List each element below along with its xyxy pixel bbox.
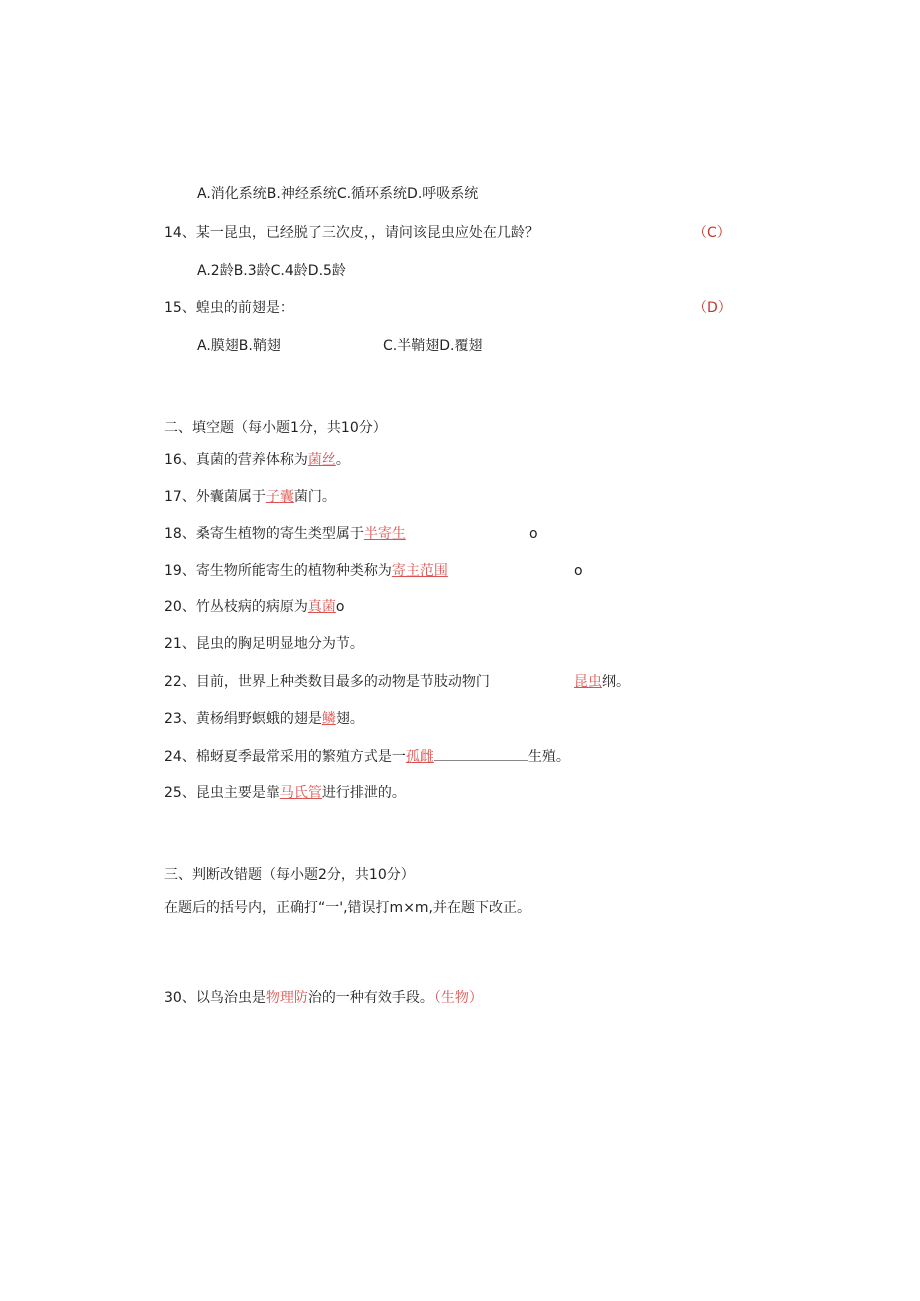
q30-answer: 物理防 <box>265 990 308 1006</box>
section3-instruction: 在题后的括号内，正确打“一',错误打m×m,并在题下改正。 <box>164 900 532 916</box>
q18-answer: 半寄生 <box>363 526 406 542</box>
q18-number: 18、 <box>164 526 196 542</box>
q21 <box>164 634 364 654</box>
q23-answer: 鳞 <box>321 711 336 727</box>
q24-blank-line <box>434 746 528 761</box>
q23-post: 翅。 <box>335 711 364 727</box>
q18-pre: 桑寄生植物的寄生类型属于 <box>195 526 364 542</box>
q17-answer: 子囊 <box>265 489 294 505</box>
q16 <box>164 450 350 470</box>
q19-post: o <box>574 563 583 579</box>
q17-number: 17、 <box>164 489 196 505</box>
q16-answer: 菌丝 <box>307 452 336 468</box>
q30-pre: 以鸟治虫是 <box>195 990 266 1006</box>
q18 <box>164 524 406 544</box>
q16-pre: 真菌的营养体称为 <box>195 452 308 468</box>
q17-post: 菌门。 <box>293 489 336 505</box>
q15-question <box>164 298 294 318</box>
q15-text: 蝗虫的前翅是： <box>195 300 294 316</box>
section2-title: 二、填空题（每小题1分，共10分） <box>164 420 387 436</box>
q20-post: o <box>335 599 345 615</box>
q16-post: 。 <box>335 452 350 468</box>
q21-number: 21、 <box>164 636 196 652</box>
q30-number: 30、 <box>164 990 196 1006</box>
q22-post: 纲。 <box>602 674 630 690</box>
q25-answer: 马氏管 <box>279 785 322 801</box>
q30-mid: 治的一种有效手段。 <box>307 990 434 1006</box>
q20 <box>164 597 344 617</box>
q17-pre: 外囊菌属于 <box>195 489 266 505</box>
q18-post: o <box>529 526 538 542</box>
q14-answer: （C） <box>693 225 731 241</box>
q20-pre: 竹丛枝病的病原为 <box>195 599 308 615</box>
q19-number: 19、 <box>164 563 196 579</box>
q25-number: 25、 <box>164 785 196 801</box>
q14-question <box>164 223 539 243</box>
q24-answer: 孤雌 <box>405 749 434 765</box>
q23-pre: 黄杨绢野螟蛾的翅是 <box>195 711 322 727</box>
q14-text: 某一昆虫，已经脱了三次皮，，请问该昆虫应处在几龄？ <box>195 225 539 241</box>
q15-options-cd: C.半鞘翅D.覆翅 <box>383 338 483 354</box>
q14-number: 14、 <box>164 225 196 241</box>
q24-number: 24、 <box>164 749 196 765</box>
q15-answer: （D） <box>693 300 732 316</box>
q19 <box>164 561 448 581</box>
q30 <box>164 988 483 1008</box>
q22-answer: 昆虫 <box>574 674 602 690</box>
q19-answer: 寄主范围 <box>391 563 448 579</box>
q17 <box>164 487 336 507</box>
q24 <box>164 746 570 767</box>
q19-pre: 寄生物所能寄生的植物种类称为 <box>195 563 392 579</box>
q23 <box>164 709 364 729</box>
q30-correction: （生物） <box>433 990 483 1006</box>
q22 <box>164 672 490 692</box>
q14-options: A.2龄B.3龄C.4龄D.5龄 <box>197 263 346 279</box>
q13-options: A.消化系统B.神经系统C.循环系统D.呼吸系统 <box>197 186 479 202</box>
q15-options-ab: A.膜翅B.鞘翅 <box>197 338 281 354</box>
q15-number: 15、 <box>164 300 196 316</box>
q24-post: 生殖。 <box>527 749 570 765</box>
section3-title: 三、判断改错题（每小题2分，共10分） <box>164 867 415 883</box>
q20-answer: 真菌 <box>307 599 336 615</box>
q21-text: 昆虫的胸足明显地分为节。 <box>195 636 364 652</box>
q20-number: 20、 <box>164 599 196 615</box>
q22-pre: 目前，世界上种类数目最多的动物是节肢动物门 <box>195 674 490 690</box>
q24-pre: 棉蚜夏季最常采用的繁殖方式是一 <box>195 749 406 765</box>
q22-answer-group <box>574 672 630 692</box>
q16-number: 16、 <box>164 452 196 468</box>
q25-post: 进行排泄的。 <box>321 785 406 801</box>
q23-number: 23、 <box>164 711 196 727</box>
q22-number: 22、 <box>164 674 196 690</box>
q25-pre: 昆虫主要是靠 <box>195 785 280 801</box>
q25 <box>164 783 406 803</box>
